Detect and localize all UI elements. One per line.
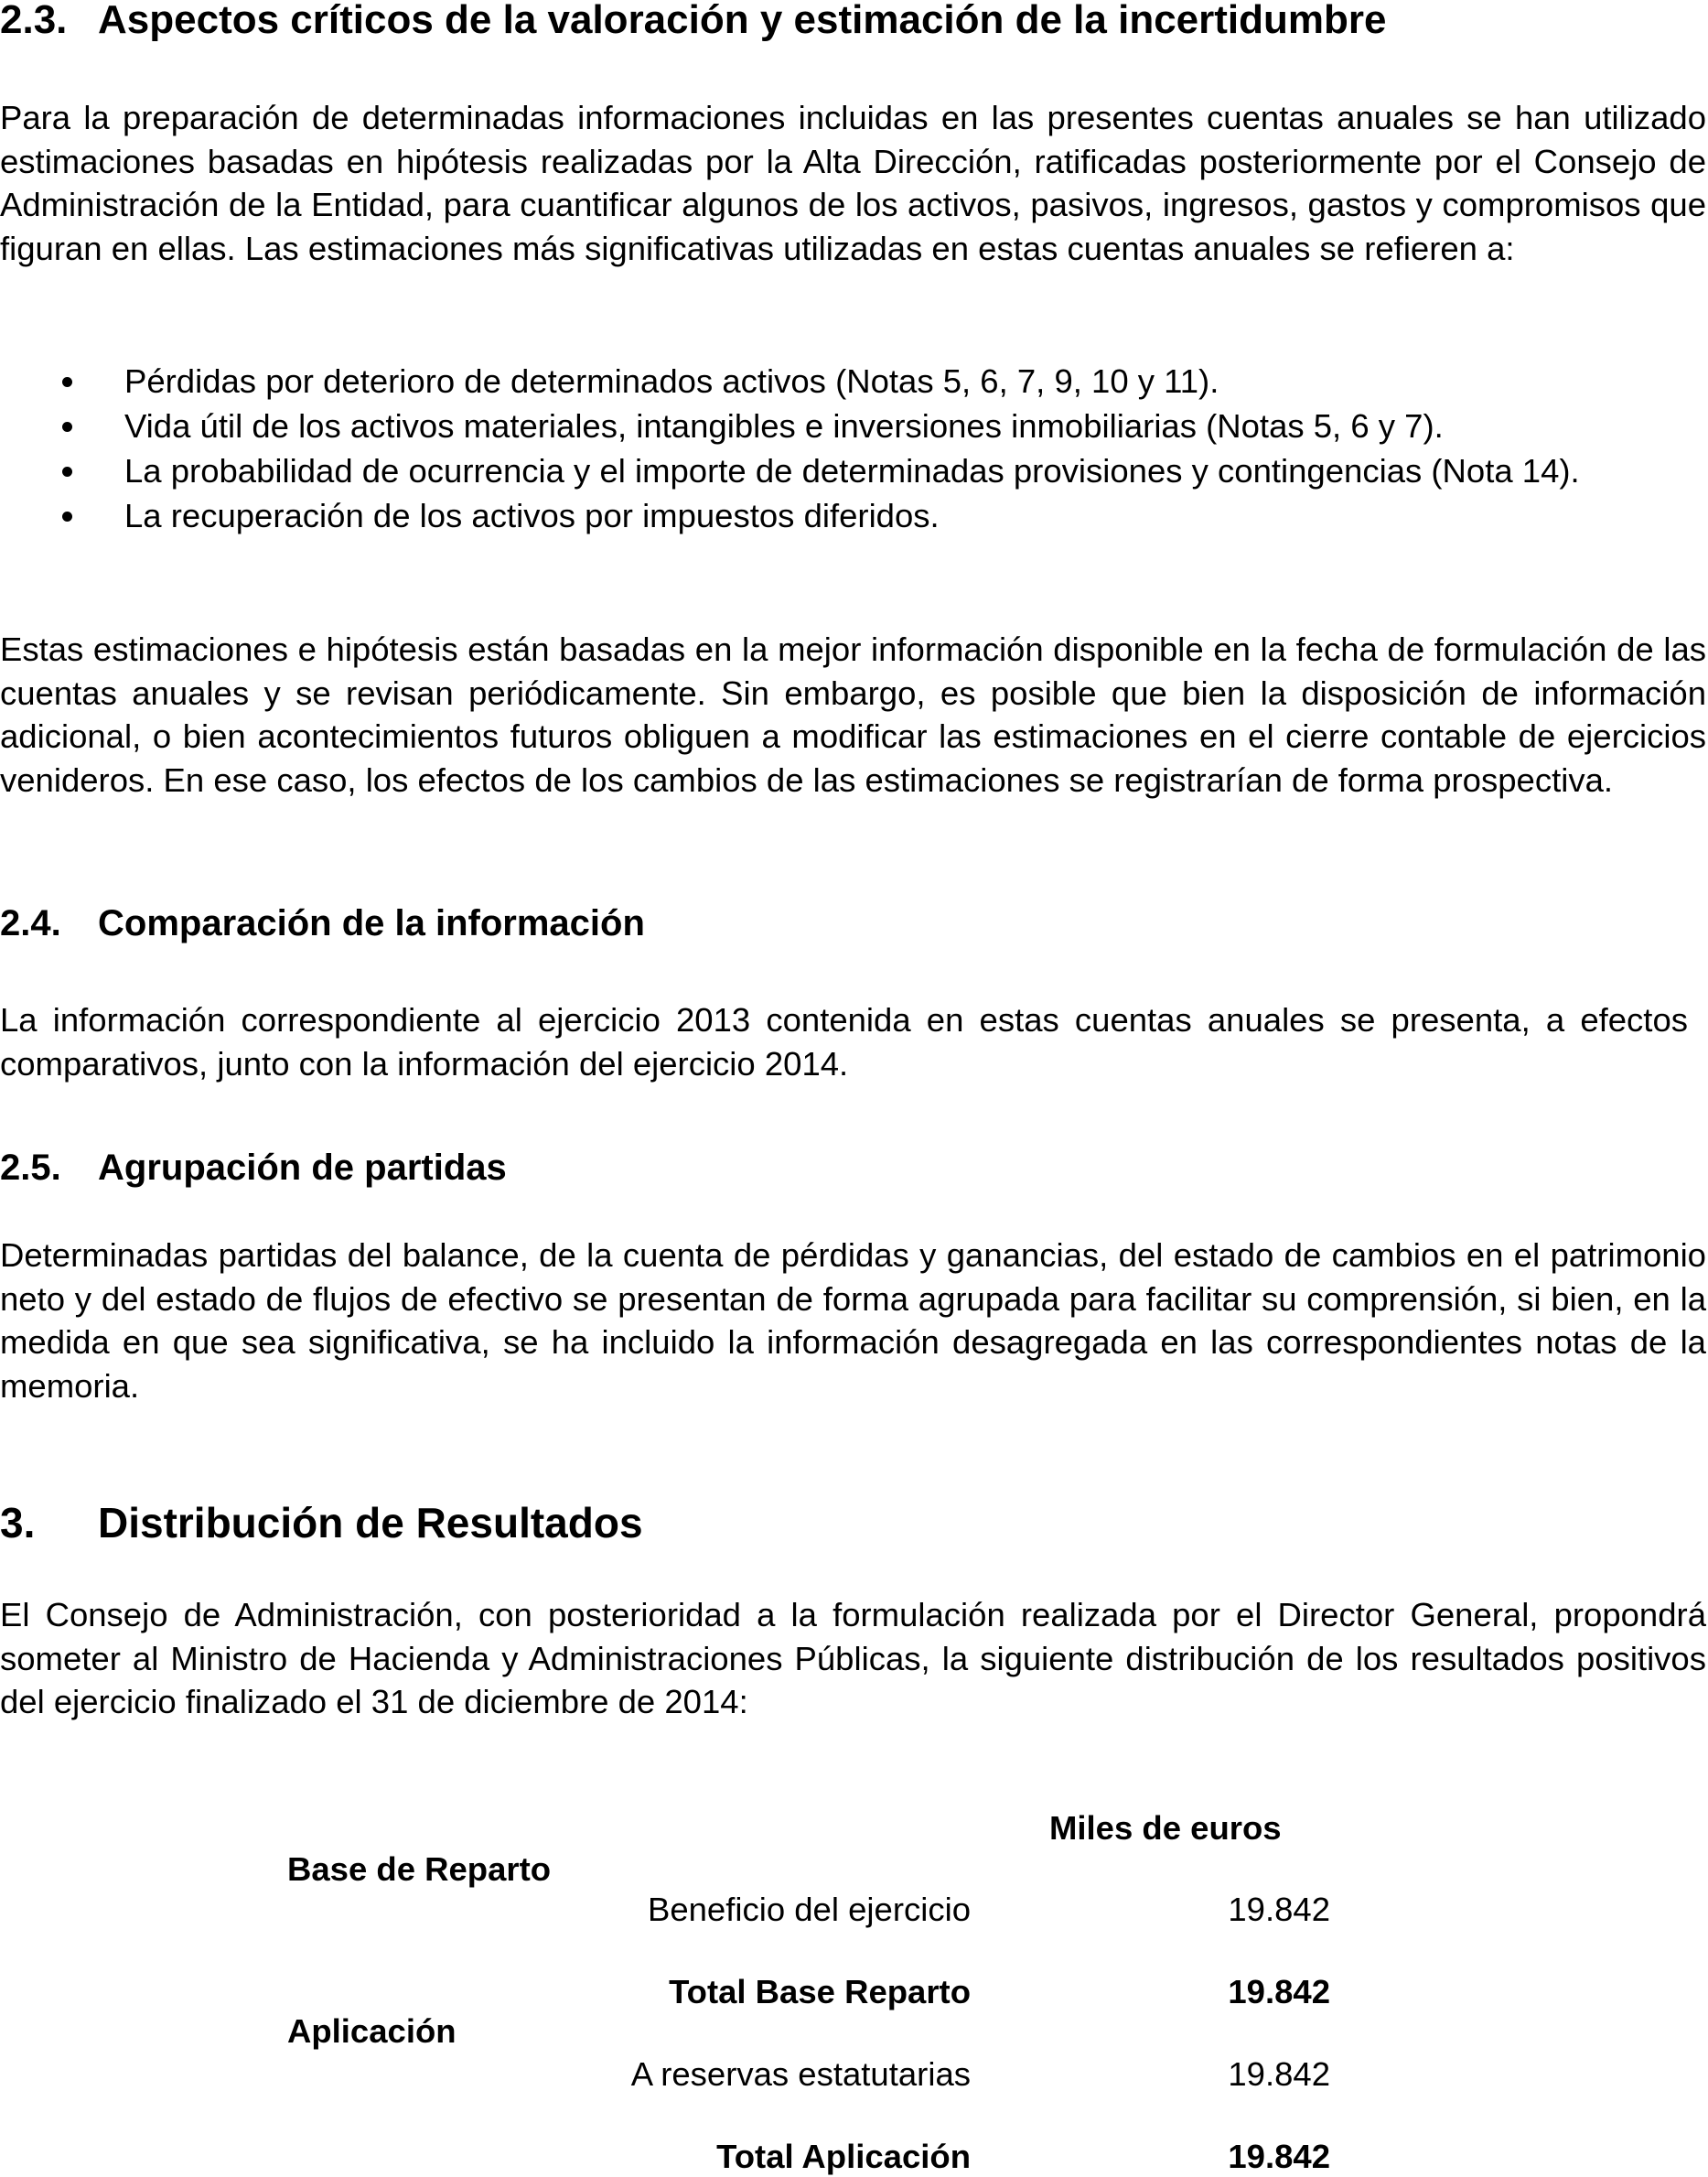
section-2-5-heading: [0, 1149, 507, 1186]
section-2-3-intro: Para la preparación de determinadas informaciones incluidas en las presentes cuentas anuales se han utilizado estimaciones basadas en hipótesis realizadas por la Alta Dirección, ratificadas posteriormente por el Consejo de Administración de la Entidad, para cuantificar algunos de los activos, pasivos, ingresos, gastos y compromisos que figuran en ellas. Las estimaciones más significativas utilizadas en estas cuentas anuales se refieren a:: [0, 99, 1706, 267]
section-number: 2.5.: [0, 1148, 61, 1188]
section-title: Comparación de la información: [98, 903, 645, 943]
beneficio-label: Beneficio del ejercicio: [647, 1891, 971, 1928]
section-title: Aspectos críticos de la valoración y estimación de la incertidumbre: [98, 0, 1387, 42]
bullet-icon: [62, 512, 72, 522]
section-number: 3.: [0, 1499, 36, 1547]
list-item: Vida útil de los activos materiales, intangibles e inversiones inmobiliarias (Notas 5, 6 y 7).: [0, 404, 1706, 448]
section-title: Agrupación de partidas: [98, 1148, 507, 1188]
bullet-icon: [62, 377, 72, 387]
list-item: La probabilidad de ocurrencia y el importe de determinadas provisiones y contingencias (Nota 14).: [0, 448, 1706, 493]
total-aplicacion-value: 19.842: [1228, 2138, 1330, 2175]
list-item: Pérdidas por deterioro de determinados activos (Notas 5, 6, 7, 9, 10 y 11).: [0, 359, 1706, 404]
total-base-value: 19.842: [1228, 1973, 1330, 2010]
section-title: Distribución de Resultados: [98, 1499, 643, 1547]
aplicacion-label: Aplicación: [287, 2012, 457, 2050]
section-2-4-text: La información correspondiente al ejercicio 2013 contenida en estas cuentas anuales se presenta, a efectos comparativos, junto con la información del ejercicio 2014.: [0, 1001, 1688, 1083]
unit-header: Miles de euros: [1049, 1809, 1282, 1847]
bullet-icon: [62, 467, 72, 477]
total-base-label: Total Base Reparto: [669, 1973, 971, 2010]
estimates-list: [0, 359, 1706, 538]
list-item: La recuperación de los activos por impuestos diferidos.: [0, 493, 1706, 538]
section-3-heading: [0, 1499, 643, 1547]
total-aplicacion-label: Total Aplicación: [716, 2138, 971, 2175]
section-3-text: El Consejo de Administración, con posterioridad a la formulación realizada por el Director General, propondrá someter al Ministro de Hacienda y Administraciones Públicas, la siguiente distribución de los resultados positivos del ejercicio finalizado el 31 de diciembre de 2014:: [0, 1596, 1706, 1720]
base-reparto-label: Base de Reparto: [287, 1850, 552, 1888]
section-number: 2.4.: [0, 903, 61, 943]
beneficio-value: 19.842: [1228, 1891, 1330, 1928]
section-2-4-heading: [0, 905, 645, 942]
reservas-value: 19.842: [1228, 2055, 1330, 2093]
section-2-3-closing: Estas estimaciones e hipótesis están basadas en la mejor información disponible en la fecha de formulación de las cuentas anuales y se revisan periódicamente. Sin embargo, es posible que bien la disposición de información adicional, o bien acontecimientos futuros obliguen a modificar las estimaciones en el cierre contable de ejercicios venideros. En ese caso, los efectos de los cambios de las estimaciones se registrarían de forma prospectiva.: [0, 630, 1706, 799]
section-number: 2.3.: [0, 0, 68, 42]
reservas-label: A reservas estatutarias: [630, 2055, 971, 2093]
section-2-3-heading: [0, 0, 1387, 40]
section-2-5-text: Determinadas partidas del balance, de la cuenta de pérdidas y ganancias, del estado de cambios en el patrimonio neto y del estado de flujos de efectivo se presentan de forma agrupada para facilitar su comprensión, si bien, en la medida en que sea significativa, se ha incluido la información desagregada en las correspondientes notas de la memoria.: [0, 1236, 1706, 1405]
bullet-icon: [62, 422, 72, 432]
